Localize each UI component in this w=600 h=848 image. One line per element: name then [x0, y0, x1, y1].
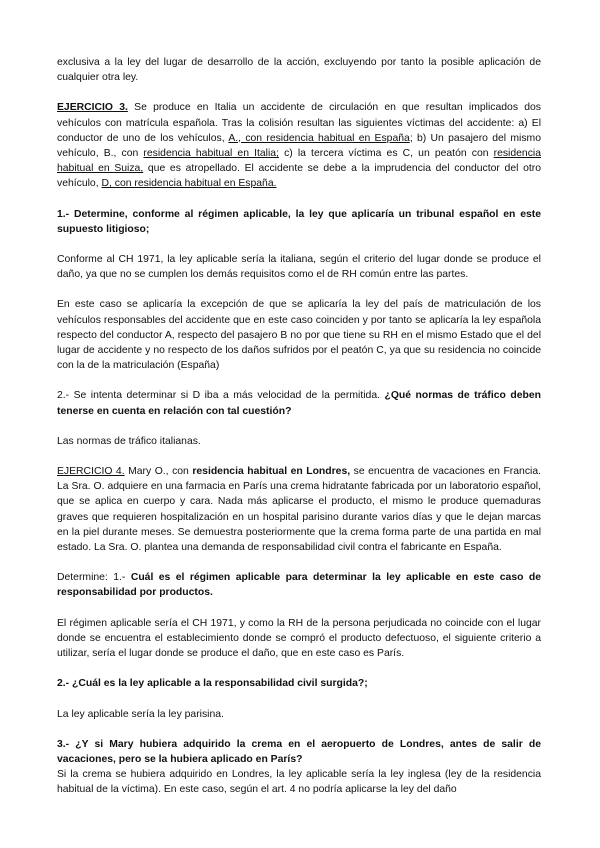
exercise-4-label: EJERCICIO 4. [57, 466, 125, 478]
determine-question-3: 3.- ¿Y si Mary hubiera adquirido la crema en el aeropuerto de Londres, antes de salir de vacaciones, pero se la hubiera aplicado en París? [57, 738, 541, 765]
determine-answer-1: El régimen aplicable sería el CH 1971, y como la RH de la persona perjudicada no coincide con el lugar donde se encuentra el establecimiento donde se compró el producto defectuoso, el siguiente criterio a utilizar, sería el lugar donde se produce el daño, que en este caso es París. [57, 617, 541, 660]
intro-paragraph: exclusiva a la ley del lugar de desarrollo de la acción, excluyendo por tanto la posible aplicación de cualquier otra ley. [57, 57, 541, 84]
exercise-4-paragraph: EJERCICIO 4. Mary O., con residencia habitual en Londres, se encuentra de vacaciones en Francia. La Sra. O. adquiere en una farmacia en París una crema hidratante fabricada por un laboratorio español, que se aplica en cuerpo y cara. Nada más aplicarse el producto, el mismo le produce quemaduras graves que requieren hospitalización en un hospital parisino durante varios días y que le dejan marcas en la piel durante meses. Se demuestra posteriormente que la crema forma parte de una partida en mal estado. La Sra. O. plantea una demanda de responsabilidad civil contra el fabricante en España. [57, 466, 541, 554]
exercise-3-label: EJERCICIO 3. [57, 102, 128, 114]
mary-residence: residencia habitual en Londres, [192, 466, 351, 478]
document-body [57, 55, 541, 798]
determine-answer-3: Si la crema se hubiera adquirido en Londres, la ley aplicable sería la ley inglesa (ley de la residencia habitual de la víctima). En este caso, según el art. 4 no podría aplicarse la ley del daño [57, 769, 541, 796]
exercise-3-paragraph: EJERCICIO 3. Se produce en Italia un accidente de circulación en que resultan implicados dos vehículos con matrícula española. Tras la colisión resultan las siguientes víctimas del accidente: a) El conductor de uno de los vehículos, A., con residencia habitual en España; b) Un pasajero del mismo vehículo, B., con residencia habitual en Italia; c) la tercera víctima es C, un peatón con residencia habitual en Suiza, que es atropellado. El accidente se debe a la imprudencia del conductor del otro vehículo, D, con residencia habitual en España. [57, 102, 542, 190]
victim-a-residence: A., con residencia habitual en España [228, 132, 410, 144]
victim-c-residence: residencia habitual en Suiza, [57, 148, 541, 175]
victim-b-residence: residencia habitual en Italia; [143, 148, 279, 160]
driver-d-residence: D, con residencia habitual en España. [101, 178, 277, 190]
question-2: 2.- Se intenta determinar si D iba a más velocidad de la permitida. ¿Qué normas de tráfico deben tenerse en cuenta en relación con tal cuestión? [57, 390, 541, 417]
determine-answer-2: La ley aplicable sería la ley parisina. [57, 708, 224, 720]
answer-2: Las normas de tráfico italianas. [57, 435, 201, 447]
answer-1-paragraph-1: Conforme al CH 1971, la ley aplicable sería la italiana, según el criterio del lugar donde se produce el daño, ya que no se cumplen los demás requisitos como el de RH común entre las partes. [57, 254, 541, 281]
determine-question-2: 2.- ¿Cuál es la ley aplicable a la responsabilidad civil surgida?; [57, 678, 368, 690]
determine-question-1: Determine: 1.- Cuál es el régimen aplicable para determinar la ley aplicable en este caso de responsabilidad por productos. [57, 572, 542, 599]
question-1: 1.- Determine, conforme al régimen aplicable, la ley que aplicaría un tribunal español en este supuesto litigioso; [57, 208, 541, 235]
answer-1-paragraph-2: En este caso se aplicaría la excepción de que se aplicaría la ley del país de matriculación de los vehículos responsables del accidente que en este caso coinciden y por tanto se aplicaría la ley española respecto del conductor A, respecto del pasajero B no por que tiene su RH en el mismo Estado que el del lugar de accidente y no respecto de los daños sufridos por el peatón C, ya que su residencia no coincide con la de la matriculación (España) [57, 299, 541, 372]
